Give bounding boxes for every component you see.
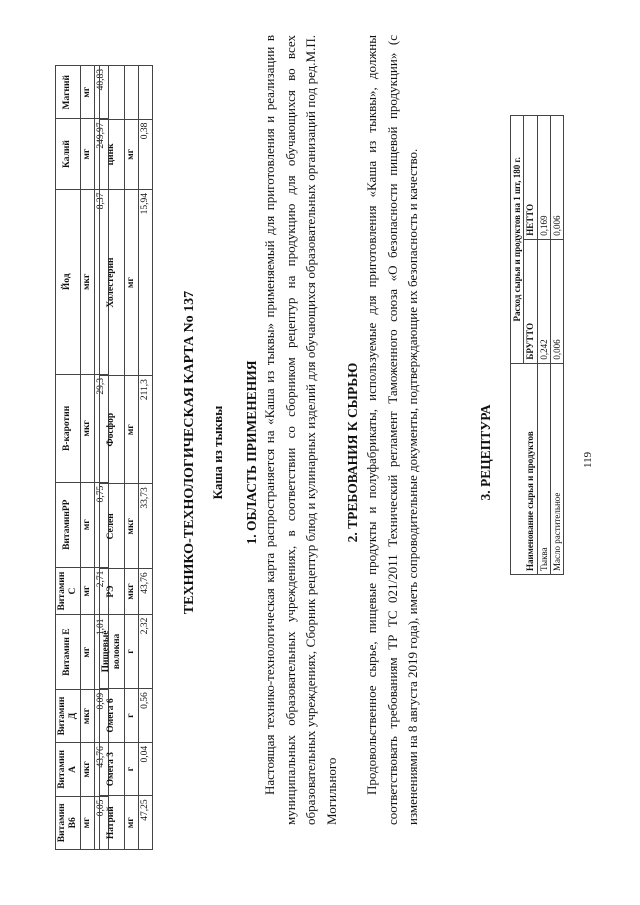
unit-cell: мкг — [80, 189, 94, 374]
vitamin-header: Витамин С — [56, 567, 81, 615]
recipe-table — [510, 115, 564, 575]
section-2-title: 2. ТРЕБОВАНИЯ К СЫРЬЮ — [345, 362, 360, 543]
value-cell: 29,3 — [94, 374, 108, 482]
value-cell: 40,83 — [94, 66, 108, 119]
unit-cell: мг — [80, 482, 94, 567]
recipe-col-name: Наименование сырья и продуктов — [511, 363, 538, 574]
vitamin-header: Магний — [56, 66, 81, 119]
unit-cell: мг — [80, 796, 94, 849]
unit-cell: мкг — [124, 484, 138, 569]
value-cell: 0,75 — [94, 482, 108, 567]
recipe-ingredient: Масло растительное — [551, 363, 564, 574]
unit-cell: мг — [80, 567, 94, 615]
value-cell: 47,25 — [138, 796, 152, 850]
vitamin-header: В-каротин — [56, 374, 81, 482]
minerals-value-row — [138, 66, 152, 850]
minerals-unit-row — [124, 66, 138, 850]
unit-cell: мкг — [80, 743, 94, 796]
recipe-row — [537, 116, 550, 575]
value-cell — [138, 66, 152, 120]
value-cell: 33,73 — [138, 484, 152, 569]
value-cell: 43,76 — [138, 569, 152, 614]
recipe-gross: 0,006 — [551, 239, 564, 363]
value-cell: 249,97 — [94, 119, 108, 189]
vitamin-header: ВитаминРР — [56, 482, 81, 567]
recipe-col-gross: БРУТТО — [524, 239, 537, 363]
mineral-header — [100, 66, 125, 120]
vitamin-header: Витамин Е — [56, 615, 81, 689]
minerals-header-row — [100, 66, 125, 850]
section-2-text: Продовольственное сырье, пищевые продукты и полуфабрикаты, используемые для приготовления «Каша из тыквы», должны соответствовать требованиям ТР ТС 021/2011 Технический регламент Таможенного союза «О безопасности пищевой продукции» (с изменениями на 8 августа 2019 года), иметь сопроводительные документы, подтверждающие их безопасность и качество. — [364, 35, 420, 825]
recipe-gross: 0,242 — [537, 239, 550, 363]
recipe-net: 0,169 — [537, 116, 550, 240]
value-cell: 0,38 — [138, 119, 152, 189]
mineral-header: Натрий — [100, 796, 125, 850]
mineral-header: цинк — [100, 119, 125, 189]
mineral-header: Селен — [100, 484, 125, 569]
unit-cell: г — [124, 689, 138, 743]
recipe-col-net: НЕТТО — [524, 116, 537, 240]
unit-cell: мкг — [124, 569, 138, 614]
vitamin-header: Витамин В6 — [56, 796, 81, 849]
value-cell: 0,56 — [138, 689, 152, 743]
unit-cell: мг — [124, 190, 138, 376]
mineral-header: Пищевые волокна — [100, 614, 125, 689]
unit-cell: г — [124, 742, 138, 796]
recipe-col-consumption: Расход сырья и продуктов на 1 шт, 180 г. — [511, 116, 524, 364]
recipe-ingredient: Тыква — [537, 363, 550, 574]
page-number: 119 — [582, 451, 594, 468]
document-title: ТЕХНИКО-ТЕХНОЛОГИЧЕСКАЯ КАРТА No 137 — [182, 290, 197, 615]
unit-cell: мг — [124, 376, 138, 484]
vitamin-header: Витамин Д — [56, 689, 81, 742]
value-cell: 0,09 — [94, 689, 108, 742]
vitamin-header: Калий — [56, 119, 81, 189]
mineral-header: Фосфор — [100, 376, 125, 484]
unit-cell: мг — [80, 66, 94, 119]
vitamin-header: Йод — [56, 189, 81, 374]
vitamin-header: Витамин А — [56, 743, 81, 796]
unit-cell: мг — [124, 119, 138, 189]
mineral-header: Холестерин — [100, 190, 125, 376]
value-cell: 8,37 — [94, 189, 108, 374]
recipe-header-row — [511, 116, 524, 575]
unit-cell: мкг — [80, 689, 94, 742]
unit-cell: мкг — [80, 374, 94, 482]
mineral-header: РЭ — [100, 569, 125, 614]
value-cell: 2,71 — [94, 567, 108, 615]
vitamins-table-2 — [99, 65, 153, 850]
unit-cell: мг — [124, 796, 138, 850]
unit-cell: г — [124, 614, 138, 689]
unit-cell: мг — [80, 615, 94, 689]
recipe-row — [551, 116, 564, 575]
value-cell: 0,05 — [94, 796, 108, 849]
section-3-title: 3. РЕЦЕПТУРА — [478, 404, 493, 501]
mineral-header: Омега 6 — [100, 689, 125, 743]
dish-name: Каша из тыквы — [210, 405, 225, 500]
value-cell: 43,76 — [94, 743, 108, 796]
section-1-title: 1. ОБЛАСТЬ ПРИМЕНЕНИЯ — [244, 360, 259, 545]
recipe-net: 0,006 — [551, 116, 564, 240]
value-cell: 15,94 — [138, 190, 152, 376]
value-cell: 1,01 — [94, 615, 108, 689]
unit-cell: мг — [80, 119, 94, 189]
mineral-header: Омега 3 — [100, 742, 125, 796]
vitamins-header-row — [56, 66, 81, 850]
section-1-text: Настоящая технико-технологическая карта распространяется на «Каша из тыквы» применяемый для приготовления и реализации в муниципальных образовательных учреждениях, в соответствии со сборником рецептур на продукцию для обучающихся во всех образовательных учреждениях, Сборник рецептур блюд и кулинарных изделий для обучающихся образовательных организаций под ред.М.П. Могильного — [262, 35, 339, 825]
value-cell: 211,3 — [138, 376, 152, 484]
unit-cell — [124, 66, 138, 120]
value-cell: 2,32 — [138, 614, 152, 689]
value-cell: 0,04 — [138, 742, 152, 796]
vitamins-unit-row — [80, 66, 94, 850]
